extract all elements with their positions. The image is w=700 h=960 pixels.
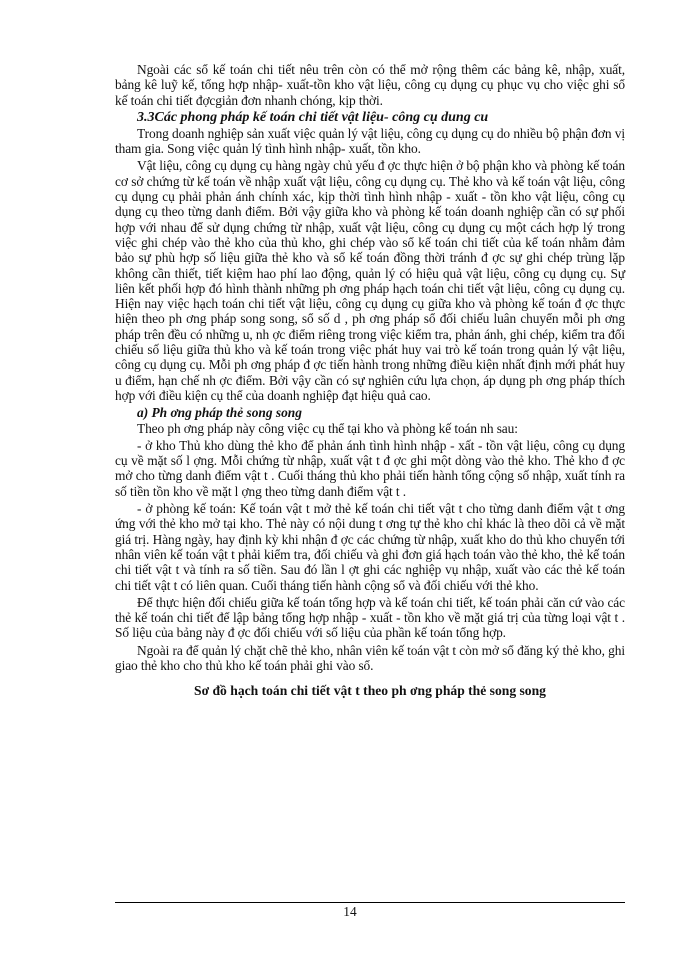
paragraph-7: Ngoài ra để quản lý chặt chẽ thẻ kho, nhân viên kế toán vật t còn mở sổ đăng ký thẻ kho, ghi giao thẻ kho cho thủ kho kế toán phải ghi vào sổ. [115,642,625,673]
subheading-a: a) Ph ơng pháp thẻ song song [137,405,302,421]
paragraph-5: - ở phòng kế toán: Kế toán vật t mở thẻ kế toán chi tiết vật t cho từng danh điểm vật t ơng ứng với thẻ kho mở tại kho. Thẻ này có nội dung t ơng tự thẻ kho chỉ khác là theo dõi cả về mặt giá trị. Hàng ngày, hay định kỳ khi nhận đ ợc các chứng từ nhập, xuất kho do thủ kho chuyển tới nhân viên kế toán vật t phải kiểm tra, đối chiếu và ghi đơn giá hạch toán vào thẻ kho, thẻ kế toán chi tiết vật t và tính ra số tiền. Sau đó lần l ợt ghi các nghiệp vụ nhập, xuất vào các thẻ kế toán chi tiết vật t có liên quan. Cuối tháng tiến hành cộng sổ và đối chiếu với thẻ kho. [115,501,625,593]
document-body [115,62,625,699]
page-number: 14 [343,904,357,919]
footer-divider [115,902,625,903]
paragraph-2: Vật liệu, công cụ dụng cụ hàng ngày chủ yếu đ ợc thực hiện ở bộ phận kho và phòng kế toán cơ sở chứng từ kế toán về nhập xuất vật liệu, công cụ dụng cụ. Thẻ kho và kế toán vật liệu, công cụ dụng cụ phải phản ánh chính xác, kịp thời tình hình nhập - xuất - tồn kho vật liệu, công cụ dụng cụ theo từng danh điểm. Bởi vậy giữa kho và phòng kế toán doanh nghiệp cần có sự phối hợp với nhau để sử dụng chứng từ nhập, xuất vật liệu, công cụ dụng cụ một cách hợp lý trong việc ghi chép vào thẻ kho của thủ kho, ghi chép vào sổ kế toán chi tiết của kế toán nhằm đảm bảo sự phù hợp số liệu giữa thẻ kho và sổ kế toán đồng thời tránh đ ợc sự ghi chép trùng lặp không cần thiết, tiết kiệm hao phí lao động, quản lý có hiệu quả vật liệu, công cụ dụng cụ. Sự liên kết phối hợp đó hình thành những ph ơng pháp hạch toán chi tiết vật liệu, công cụ dụng cụ. Hiện nay việc hạch toán chi tiết vật liệu, công cụ dụng cụ giữa kho và phòng kế toán đ ợc thực hiện theo ph ơng pháp song song, sổ số d , ph ơng pháp sổ đối chiếu luân chuyển mỗi ph ơng pháp trên đều có những u, nh ợc điểm riêng trong việc kiểm tra, phản ánh, ghi chép, kiểm tra đối chiếu số liệu giữa thủ kho và kế toán trong việc phát huy vai trò kế toán trong quản lý vật liệu, công cụ dụng cụ. Mỗi ph ơng pháp đ ợc tiến hành trong những điều kiện nhất định mới phát huy u điểm, hạn chế nh ợc điểm. Bởi vậy cần có sự nghiên cứu lựa chọn, áp dụng ph ơng pháp thích hợp với điều kiện cụ thể của doanh nghiệp đạt hiệu quả cao. [115,158,625,403]
paragraph-6: Để thực hiện đối chiếu giữa kế toán tổng hợp và kế toán chi tiết, kế toán phải căn cứ vào các thẻ kế toán chi tiết để lập bảng tổng hợp nhập - xuất - tồn kho về mặt giá trị của từng loại vật t . Số liệu của bảng này đ ợc đối chiếu với số liệu của phần kế toán tổng hợp. [115,594,625,641]
paragraph-1: Trong doanh nghiệp sản xuất việc quản lý vật liệu, công cụ dụng cụ do nhiều bộ phận đơn vị tham gia. Song việc quản lý tình hình nhập- xuất, tồn kho. [115,125,625,157]
diagram-caption: Sơ đồ hạch toán chi tiết vật t theo ph ơng pháp thẻ song song [194,683,546,699]
paragraph-3: Theo ph ơng pháp này công việc cụ thể tại kho và phòng kế toán nh sau: [137,420,518,436]
intro-paragraph: Ngoài các sổ kế toán chi tiết nêu trên còn có thể mở rộng thêm các bảng kê, nhập, xuất, bảng kê luỹ kế, tổng hợp nhập- xuất-tồn kho vật liệu, công cụ dụng cụ phục vụ cho việc ghi sổ kế toán chi tiết đợcgiản đơn nhanh chóng, kịp thời. [115,62,625,108]
section-heading: 3.3Các phong pháp kế toán chi tiết vật liệu- công cụ dung cu [137,109,489,125]
paragraph-4: - ở kho Thủ kho dùng thẻ kho để phản ánh tình hình nhập - xất - tồn vật liệu, công cụ dụng cụ về mặt số l ợng. Mỗi chứng từ nhập, xuất vật t đ ợc ghi một dòng vào thẻ kho. Thẻ kho đ ợc mở cho từng danh điểm vật t . Cuối tháng thủ kho phải tiến hành tổng cộng số nhập, xuất tính ra số tiền tồn kho về mặt l ợng theo từng danh điểm vật t . [115,437,625,499]
